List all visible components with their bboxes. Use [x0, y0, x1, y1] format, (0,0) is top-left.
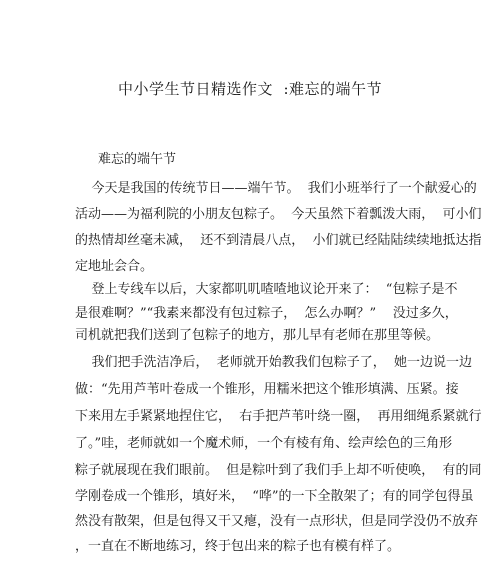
paragraph-line: 定地址会合。: [75, 259, 154, 274]
paragraph-line: ，一直在不断地练习，终于包出来的粽子也有模有样了。: [75, 539, 401, 554]
paragraph-line: 了。”哇，老师就如一个魔术师，一个有棱有角、绘声绘色的三角形: [75, 436, 453, 451]
paragraph-line: 然没有散架，但是包得又干又瘪，没有一点形状，但是同学没仍不放弃: [75, 514, 479, 529]
paragraph-line: 是很难啊？”“我素来都没有包过粽子， 怎么办啊？” 没过多久，: [75, 306, 458, 321]
paragraph-line: 活动——为福利院的小朋友包粽子。 今天虽然下着瓢泼大雨， 可小们: [75, 207, 482, 222]
paragraph-line: 下来用左手紧紧地捏住它， 右手把芦苇叶绕一圈， 再用细绳系紧就行: [75, 409, 482, 424]
article-subtitle: 难忘的端午节: [98, 152, 177, 167]
paragraph-line: 粽子就展现在我们眼前。 但是粽叶到了我们手上却不听使唤， 有的同: [75, 463, 482, 478]
page-title: 中小学生节日精选作文 :难忘的端午节: [117, 80, 383, 98]
paragraph-line: 我们把手洗洁净后， 老师就开始教我们包粽子了， 她一边说一边: [75, 355, 473, 370]
paragraph-line: 今天是我国的传统节日——端午节。 我们小班举行了一个献爱心的: [75, 181, 477, 196]
paragraph-line: 的热情却丝毫未减， 还不到清晨八点， 小们就已经陆陆续续地抵达指: [75, 233, 482, 248]
paragraph-line: 做：“先用芦苇叶卷成一个锥形，用糯米把这个锥形填满、压紧。接: [75, 382, 459, 397]
paragraph-line: 登上专线车以后，大家都叽叽喳喳地议论开来了： “包粽子是不: [75, 282, 458, 297]
paragraph-line: 学刚卷成一个锥形，填好米， “哗”的一下全散架了；有的同学包得虽: [75, 489, 474, 504]
paragraph-line: 司机就把我们送到了包粽子的地方，那儿早有老师在那里等候。: [75, 328, 440, 343]
